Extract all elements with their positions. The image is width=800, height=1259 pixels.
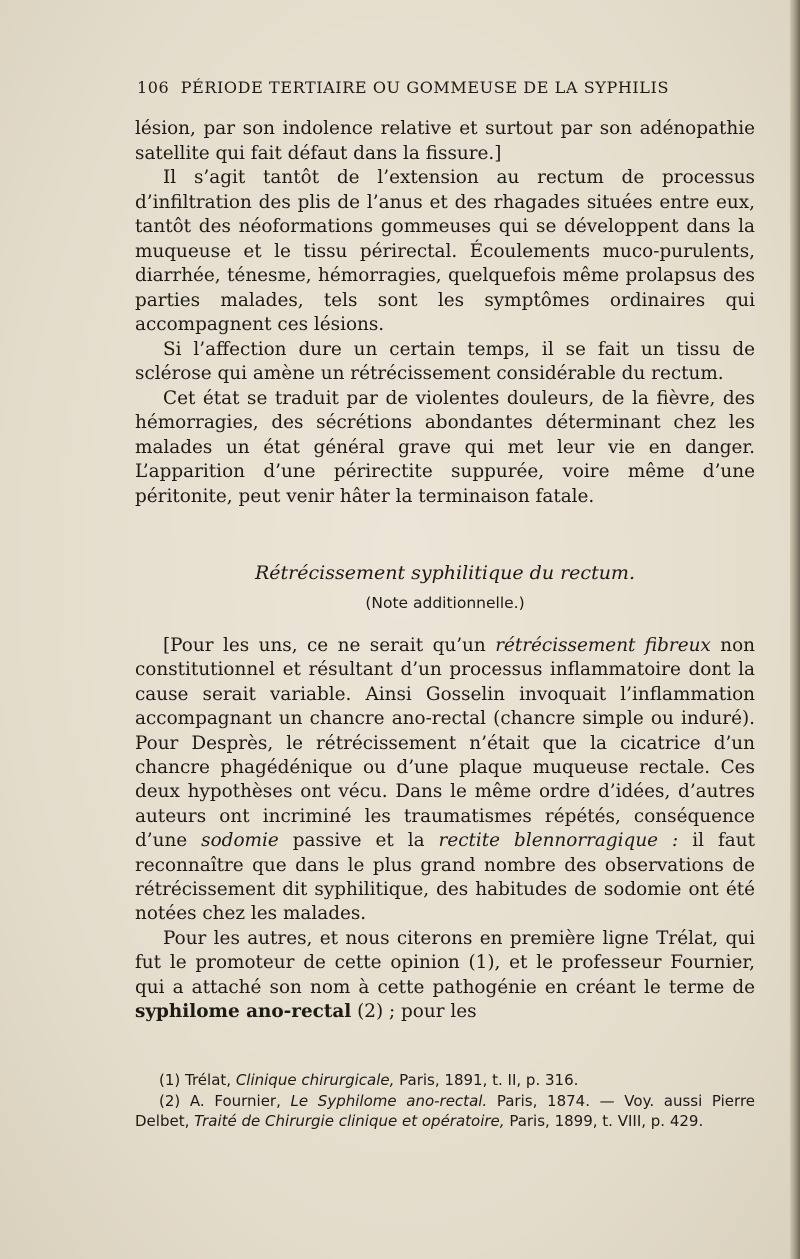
- footnote-2: [135, 1091, 755, 1132]
- paragraph: Il s’agit tantôt de l’extension au rectum de processus d’infiltration des plis de l’anus et des rhagades situées entre eux, tantôt des néoformations gommeuses qui se développent dans la muqueuse et le tissu périrectal. Écoulements muco-purulents, diarrhée, ténesme, hémorragies, quelquefois même prolapsus des parties malades, tels sont les symptômes ordinaires qui accompagnent ces lésions.: [135, 167, 755, 335]
- bold-term: syphilome ano-rectal: [135, 1001, 352, 1023]
- text-run: Pour les autres, et nous citerons en première ligne Trélat, qui fut le promoteur de cette opinion (1), et le professeur Fournier, qui a attaché son nom à cette pathogénie en créant le terme de: [135, 927, 755, 998]
- running-title: PÉRIODE TERTIAIRE OU GOMMEUSE DE LA SYPHILIS: [180, 78, 670, 97]
- italic-title: Clinique chirurgicale,: [235, 1071, 395, 1089]
- footnotes: [135, 1070, 755, 1132]
- paragraph: [135, 927, 755, 1025]
- text-run: Paris, 1874. — Voy. aussi Pierre Delbet,: [135, 1091, 756, 1130]
- running-header: [137, 78, 757, 97]
- text-run: il faut reconnaître que dans le plus grand nombre des observations de rétrécissement dit syphilitique, des habitudes de sodomie ont été notées chez les malades.: [135, 830, 755, 925]
- footnote-1: [135, 1070, 755, 1091]
- text-run: Paris, 1891, t. II, p. 316.: [394, 1071, 579, 1089]
- text-run: (2) A. Fournier,: [159, 1091, 291, 1110]
- body-text: [135, 117, 755, 509]
- italic-term: rétrécissement fibreux: [495, 635, 711, 656]
- text-run: (2) ; pour les: [351, 1001, 477, 1023]
- text-run: non constitutionnel et résultant d’un processus inflammatoire dont la cause serait variable. Ainsi Gosselin invoquait l’inflammation accompagnant un chancre ano-rectal (chancre simple ou induré). Pour Desprès, le rétrécissement n’était que la cicatrice d’un chancre phagédénique ou d’une plaque muqueuse rectale. Ces deux hypothèses ont vécu. Dans le même ordre d’idées, d’autres auteurs ont incriminé les traumatismes répétés, conséquence d’une: [135, 635, 755, 852]
- paragraph: lésion, par son indolence relative et surtout par son adénopathie satellite qui fait défaut dans la fissure.]: [135, 118, 755, 164]
- paragraph: [135, 634, 755, 927]
- italic-term: sodomie: [201, 830, 279, 852]
- text-run: Paris, 1899, t. VIII, p. 429.: [504, 1112, 704, 1130]
- text-run: (1) Trélat,: [159, 1071, 236, 1089]
- italic-term: rectite blennorragique :: [438, 830, 679, 852]
- paragraph: Si l’affection dure un certain temps, il se fait un tissu de sclérose qui amène un rétrécissement considérable du rectum.: [135, 338, 755, 384]
- page-edge: [790, 0, 800, 1259]
- text-run: [Pour les uns, ce ne serait qu’un: [163, 635, 496, 656]
- italic-title: Le Syphilome ano-rectal.: [290, 1091, 488, 1110]
- body-text-note: [135, 634, 755, 1025]
- section-subtitle: (Note additionnelle.): [365, 594, 525, 612]
- text-run: passive et la: [278, 830, 439, 852]
- italic-title: Traité de Chirurgie clinique et opératoire,: [194, 1112, 505, 1130]
- page-number: 106: [137, 78, 170, 97]
- paragraph: Cet état se traduit par de violentes douleurs, de la fièvre, des hémorragies, des sécrétions abondantes déterminant chez les malades un état général grave qui met leur vie en danger. L’apparition d’une périrectite suppurée, voire même d’une péritonite, peut venir hâter la terminaison fatale.: [135, 387, 755, 507]
- section-title: Rétrécissement syphilitique du rectum.: [255, 562, 635, 584]
